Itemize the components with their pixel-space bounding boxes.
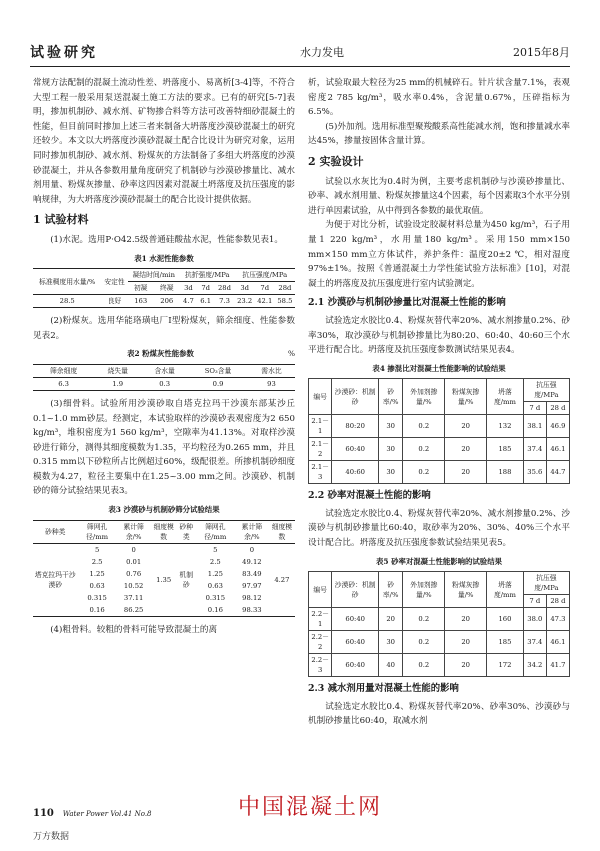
- table-cell: 1.25: [89, 569, 105, 578]
- table-header-cell: 抗压强度/MPa: [235, 269, 295, 282]
- table-cell: 良好: [107, 297, 122, 306]
- table-header-cell: 外加剂掺量/%: [403, 379, 445, 415]
- table-cell: 2.5: [91, 557, 103, 566]
- table-cell: 2.1－2: [309, 438, 332, 461]
- table-cell: 37.4: [523, 438, 546, 461]
- table-cell: 2.5: [209, 557, 221, 566]
- table-cell: 20: [445, 461, 487, 484]
- table-cell: 2.2－2: [309, 631, 332, 654]
- table-cell: 0.16: [89, 605, 105, 614]
- table-header-cell: 筛网孔径/mm: [77, 520, 116, 543]
- table-cell: 38.1: [523, 415, 546, 438]
- table-row: [309, 631, 570, 654]
- table-cell: 2.1－3: [309, 461, 332, 484]
- table-cell: 1.9: [112, 379, 124, 388]
- table-cell: 30: [378, 438, 402, 461]
- table-header-cell: 砂种类: [177, 520, 196, 543]
- table-cell: 2.2－1: [309, 608, 332, 631]
- table-3-sieve: [33, 520, 295, 617]
- table-header-cell: 粉煤灰掺量/%: [445, 572, 487, 608]
- design-paragraph: 试验以水灰比为0.4时为例，主要考虑机制砂与沙漠砂掺量比、砂率、减水剂用量、粉煤灰掺量这4个因素，每个因素取3个水平分别进行单因素试验，从中得到各参数的最优取值。: [308, 176, 570, 216]
- journal-name: 水力发电: [300, 46, 344, 59]
- table-cell: 0.2: [403, 631, 445, 654]
- table-cell: 20: [445, 438, 487, 461]
- table-cell: 42.1: [257, 297, 273, 306]
- table-cell: 41.7: [546, 654, 569, 677]
- table-1-caption: 表1 水泥性能参数: [134, 253, 194, 263]
- table-cell: 0.3: [159, 379, 171, 388]
- table-header-cell: 标准稠度用水量/%: [33, 269, 101, 295]
- table-header-cell: 累计筛余/%: [117, 520, 151, 543]
- table-cell: 97.97: [242, 581, 262, 590]
- table-cell: 7.3: [219, 297, 230, 306]
- table-cell: 0.315: [205, 593, 226, 602]
- table-cell: 20: [378, 608, 402, 631]
- table-header-cell: 编号: [309, 379, 332, 415]
- table-cell: 60:40: [332, 654, 379, 677]
- table-cell: 60:40: [332, 608, 379, 631]
- table-header-cell: 28d: [214, 282, 234, 295]
- section-heading-design: 2 实验设计: [308, 154, 364, 168]
- table-header-cell: 坍落度/mm: [487, 572, 524, 608]
- table-cell: 34.2: [523, 654, 546, 677]
- table-cell: 20: [445, 608, 487, 631]
- table-cell: 86.25: [123, 605, 144, 614]
- table-cell: 60:40: [332, 438, 379, 461]
- issue-date: 2015年8月: [513, 46, 570, 59]
- table-header-cell: 抗压强度/MPa: [523, 379, 569, 402]
- table-header-cell: 7d: [197, 282, 214, 295]
- source-label: 万方数据: [33, 832, 70, 842]
- subsection-heading-2-2: 2.2 砂率对混凝土性能的影响: [308, 490, 431, 502]
- table-row: [309, 415, 570, 438]
- table-cell: 1.35: [156, 575, 172, 584]
- table-cell: 30: [378, 415, 402, 438]
- table-cell: 6.3: [58, 379, 69, 388]
- table-cell: 49.12: [242, 557, 262, 566]
- sand-ratio-paragraph: 试验选定水胶比0.4、粉煤灰替代率20%、减水剂掺量0.2%、沙漠砂与机制砂掺量比60:40，取砂率为20%、30%、40%三个水平设计配合比。坍落度及抗压强度参数试验结果见表5。: [308, 508, 570, 549]
- table-cell: 0.2: [403, 608, 445, 631]
- table-cell: 6.1: [200, 297, 212, 306]
- table-header-cell: 7d: [255, 282, 275, 295]
- table-5-caption: 表5 砂率对混凝土性能影响的试验结果: [376, 556, 502, 566]
- table-header-cell: 烧失量: [94, 364, 141, 377]
- intro-paragraph: 常规方法配制的混凝土流动性差、坍落度小、易离析[3-4]等，不符合大型工程一般采用泵送混凝土施工方法的要求。已有的研究[5-7]表明，掺加机制砂、减水剂、矿物掺合料等方法可改善特细砂混凝土的性能，但目前同时掺加上述三者来制备大坍落度沙漠砂混凝土的研究还较少。本文以大坍落度沙漠砂混凝土配合比设计为研究对象，运用同时掺加机制砂、减水剂、粉煤灰的方法制备了多组大坍落度的沙漠砂混凝土，并从各参数用量角度研究了机制砂与沙漠砂掺量比、减水剂用量、粉煤灰掺量、砂率这四因素对混凝土坍落度及抗压强度的影响规律，为大坍落度沙漠砂混凝土的配合比设计提供依据。: [33, 78, 295, 205]
- flyash-paragraph: (2)粉煤灰。选用华能珞璜电厂Ⅰ型粉煤灰，筛余细度、性能参数见表2。: [33, 316, 295, 341]
- table-cell: 0.2: [403, 415, 445, 438]
- table-header-cell: 抗折强度/MPa: [180, 269, 235, 282]
- admixture-paragraph: (5)外加剂。选用标准型聚羧酸系高性能减水剂，饱和掺量减水率达45%，掺量按固体含量计算。: [308, 121, 570, 147]
- table-1-cement: [33, 268, 295, 308]
- table-cell: 44.7: [546, 461, 569, 484]
- table-cell: 98.33: [242, 605, 262, 614]
- table-cell: 98.12: [242, 593, 262, 602]
- table-cell: 206: [160, 297, 174, 306]
- table-cell: 0.76: [126, 569, 142, 578]
- table-cell: 83.49: [242, 569, 262, 578]
- table-cell: 37.11: [123, 593, 144, 602]
- fine-aggregate-paragraph: (3)细骨料。试验所用沙漠砂取自塔克拉玛干沙漠东部某沙丘0.1~1.0 mm砂层。经测定，本试验取样的沙漠砂表观密度为2 650 kg/m³，堆积密度为1 560 kg/m³，空隙率为41.13%。对取样沙漠砂进行筛分，测得其细度模数为1.35，平均粒径为0.265 mm，并且0.315 mm以下砂粒所占比例超过60%，级配很差。所掺机制砂细度模数为4.27，粒径主要集中在1.25~3.00 mm之间。沙漠砂、机制砂的筛分试验结果见表3。: [33, 398, 295, 497]
- page-header: [30, 40, 570, 67]
- table-header-cell: SO₃含量: [188, 364, 248, 377]
- table-cell: 0.01: [126, 557, 142, 566]
- subsection-heading-2-3: 2.3 减水剂用量对混凝土性能的影响: [308, 683, 459, 695]
- table-cell: 20: [445, 654, 487, 677]
- table-header-cell: 筛余细度: [33, 364, 94, 377]
- table-header-cell: 安定性: [101, 269, 127, 295]
- table-header-cell: 筛网孔径/mm: [196, 520, 235, 543]
- table-cell: 5: [94, 545, 100, 554]
- table-cell: 46.1: [546, 631, 569, 654]
- table-header-cell: 需水比: [248, 364, 295, 377]
- table-header-cell: 沙漠砂：机制砂: [332, 379, 379, 415]
- table-cell: 0: [131, 545, 136, 554]
- table-header-cell: 细度模数: [151, 520, 177, 543]
- table-cell: 20: [445, 631, 487, 654]
- water-reducer-paragraph: 试验选定水胶比0.4、粉煤灰替代率20%、砂率30%、沙漠砂与机制砂掺量比60:40，取减水剂: [308, 701, 570, 727]
- table-2-flyash: [33, 364, 295, 391]
- table-cell: 10.52: [123, 581, 144, 590]
- page-footer: [33, 808, 152, 819]
- table-header-cell: 7 d: [523, 402, 546, 415]
- table-cell: 132: [487, 415, 524, 438]
- table-cell: 185: [487, 631, 524, 654]
- table-cell: 93: [267, 379, 276, 388]
- table-cell: 58.5: [277, 297, 293, 306]
- table-cell: 23.2: [237, 297, 253, 306]
- table-cell: 0.9: [212, 379, 224, 388]
- table-header-cell: 含水量: [141, 364, 188, 377]
- table-2-caption: [33, 347, 295, 362]
- coarse-aggregate-paragraph: (4)粗骨料。较粗的骨料可能导致混凝土的离: [50, 624, 218, 635]
- table-cell: 0.63: [207, 581, 223, 590]
- table-cell: 188: [487, 461, 524, 484]
- table-row: [33, 295, 295, 308]
- table-header-cell: 3d: [235, 282, 255, 295]
- table-cell: 0.2: [403, 654, 445, 677]
- table-cell: 4.27: [274, 575, 290, 584]
- table-cell: 37.4: [523, 631, 546, 654]
- left-column: [33, 76, 295, 637]
- subsection-heading-2-1: 2.1 沙漠砂与机制砂掺量比对混凝土性能的影响: [308, 297, 506, 309]
- table-cell: 38.0: [523, 608, 546, 631]
- table-cell: 机制砂: [179, 570, 193, 589]
- table-row: [309, 654, 570, 677]
- table-cell: 0.16: [207, 605, 223, 614]
- table-header-cell: 砂率/%: [378, 572, 402, 608]
- table-header-cell: 沙漠砂：机制砂: [332, 572, 379, 608]
- table-4-caption: 表4 掺混比对混凝土性能影响的试验结果: [372, 363, 506, 373]
- table-cell: 60:40: [332, 631, 379, 654]
- table-cell: 46.1: [546, 438, 569, 461]
- table-row: [33, 543, 295, 556]
- table-header-cell: 粉煤灰掺量/%: [445, 379, 487, 415]
- right-column: [308, 76, 570, 729]
- caption-text: 表2 粉煤灰性能参数: [127, 349, 194, 359]
- table-row: [309, 438, 570, 461]
- table-cell: 0.2: [403, 438, 445, 461]
- table-header-cell: 累计筛余/%: [235, 520, 269, 543]
- table-header-cell: 外加剂掺量/%: [403, 572, 445, 608]
- table-5-sand-ratio: [308, 571, 570, 677]
- table-cell: 5: [213, 545, 218, 554]
- table-header-cell: 3d: [180, 282, 197, 295]
- table-cell: 塔克拉玛干沙漠砂: [34, 570, 76, 589]
- table-cell: 47.3: [546, 608, 569, 631]
- table-cell: 160: [487, 608, 524, 631]
- table-header-cell: 初凝: [128, 282, 154, 295]
- table-cell: 20: [445, 415, 487, 438]
- page-number: 110: [33, 808, 54, 819]
- table-cell: 80:20: [332, 415, 379, 438]
- table-cell: 30: [378, 631, 402, 654]
- table-header-cell: 7 d: [523, 595, 546, 608]
- table-cell: 4.7: [183, 297, 194, 306]
- table-cell: 46.9: [546, 415, 569, 438]
- table-header-cell: 28 d: [546, 402, 569, 415]
- table-header-cell: 凝结时间/min: [128, 269, 180, 282]
- table-cell: 163: [134, 297, 148, 306]
- table-cell: 185: [487, 438, 524, 461]
- table-cell: 2.1－1: [309, 415, 332, 438]
- table-header-cell: 抗压强度/MPa: [523, 572, 569, 595]
- footer-journal: Water Power Vol.41 No.8: [62, 810, 152, 818]
- ratio-paragraph: 试验选定水胶比0.4、粉煤灰替代率20%、减水剂掺量0.2%、砂率30%，取沙漠砂与机制砂掺量比为80:20、60:40、40:60三个水平进行配合比。坍落度及抗压强度参数测试结果见表4。: [308, 315, 570, 356]
- table-cell: 30: [378, 461, 402, 484]
- table-unit: %: [287, 349, 295, 359]
- table-cell: 0.2: [403, 461, 445, 484]
- table-header-cell: 细度模数: [269, 520, 295, 543]
- table-row: [309, 608, 570, 631]
- table-header-cell: 砂率/%: [378, 379, 402, 415]
- table-cell: 0.315: [87, 593, 107, 602]
- cement-paragraph: (1)水泥。选用P·O42.5级普通硅酸盐水泥，性能参数见表1。: [50, 234, 283, 245]
- table-cell: 28.5: [59, 297, 75, 306]
- table-cell: 40: [378, 654, 402, 677]
- table-header-cell: 砂种类: [33, 520, 77, 543]
- table-header-cell: 28 d: [546, 595, 569, 608]
- table-cell: 40:60: [332, 461, 379, 484]
- table-row: [33, 377, 295, 390]
- table-row: [309, 461, 570, 484]
- watermark: 中国混凝土网: [238, 795, 383, 820]
- table-cell: 35.6: [523, 461, 546, 484]
- table-header-cell: 终凝: [154, 282, 180, 295]
- table-cell: 172: [487, 654, 524, 677]
- table-header-cell: 编号: [309, 572, 332, 608]
- section-label: 试验研究: [30, 45, 98, 61]
- table-header-cell: 28d: [275, 282, 295, 295]
- table-cell: 0.63: [89, 581, 105, 590]
- coarse-aggregate-continued: 析，试验取最大粒径为25 mm的机械碎石。针片状含量7.1%，表观密度2 785 kg/m³，吸水率0.4%，含泥量0.67%，压碎指标为6.5%。: [308, 78, 570, 118]
- table-header-cell: 坍落度/mm: [487, 379, 524, 415]
- conditions-paragraph: 为便于对比分析，试验设定胶凝材料总量为450 kg/m³，石子用量1 220 kg/m³，水用量180 kg/m³。采用150 mm×150 mm×150 mm立方体试件，养护条件：温度20±2 ℃，相对湿度97%±1%。按照《普通混凝土力学性能试验方法标准》[10]，对混凝土的坍落度及抗压强度进行室内试验测定。: [308, 220, 570, 289]
- table-4-ratio: [308, 378, 570, 484]
- table-cell: 2.2－3: [309, 654, 332, 677]
- table-cell: 1.25: [207, 569, 223, 578]
- table-3-caption: 表3 沙漠砂与机制砂筛分试验结果: [108, 505, 220, 515]
- section-heading-materials: 1 试验材料: [33, 213, 89, 227]
- table-cell: 0: [249, 545, 255, 554]
